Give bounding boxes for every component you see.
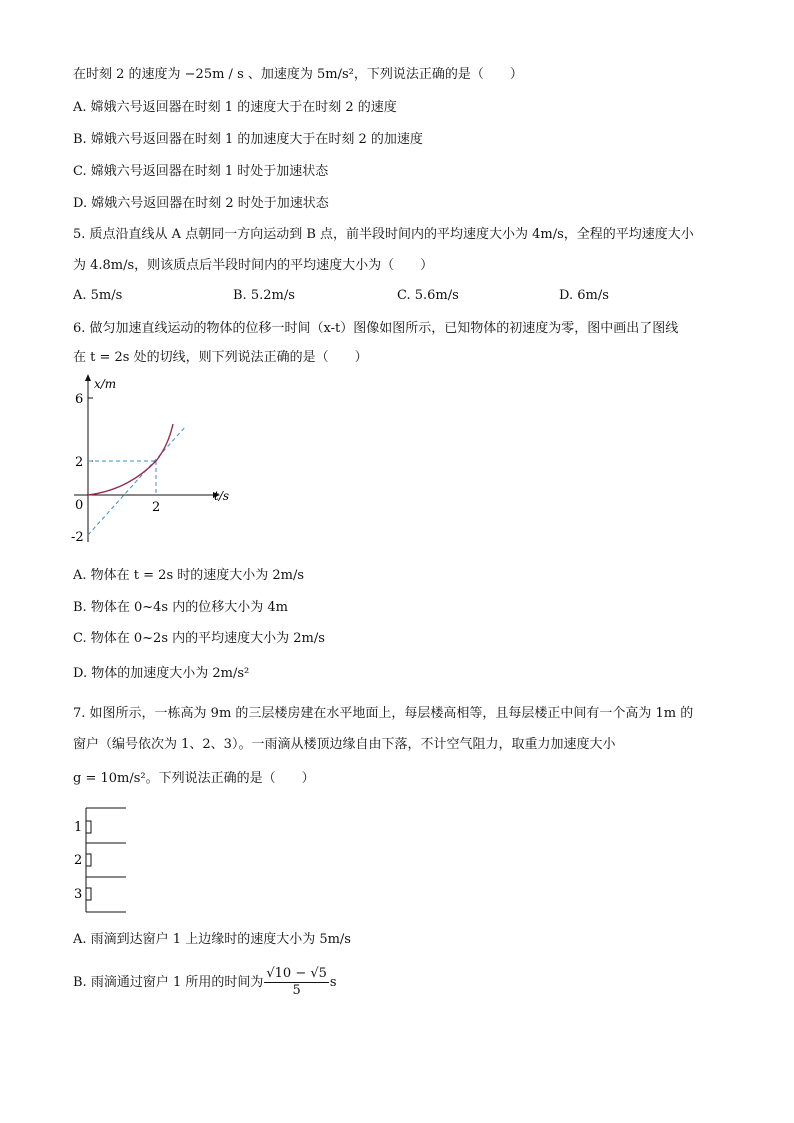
fraction-numerator: √10 − √5 — [266, 966, 327, 981]
q7-stem-line1: 7. 如图所示，一栋高为 9m 的三层楼房建在水平地面上，每层楼高相等，且每层楼正中间有一个高为 1m 的 — [73, 706, 694, 721]
q4-stem: 在时刻 2 的速度为 −25m / s 、加速度为 5m/s²，下列说法正确的是（ ） — [73, 67, 523, 82]
building-diagram — [68, 800, 138, 918]
tangent-line — [88, 426, 186, 535]
q5-option-b: B. 5.2m/s — [233, 288, 295, 303]
window-3 — [86, 888, 91, 900]
y-tick-label-2: 2 — [75, 455, 84, 470]
q6-option-c: C. 物体在 0~2s 内的平均速度大小为 2m/s — [73, 631, 325, 646]
xt-graph — [68, 372, 238, 557]
x-axis-label: t/s — [214, 489, 230, 503]
y-tick-label-6: 6 — [75, 392, 84, 407]
q7-option-b-prefix: B. 雨滴通过窗户 1 所用的时间为 — [73, 975, 264, 990]
q7-option-b-unit: s — [329, 975, 337, 990]
y-axis-label: x/m — [94, 377, 117, 391]
xt-curve — [88, 424, 173, 495]
window-label-1: 1 — [74, 820, 83, 835]
q5-stem-line2: 为 4.8m/s，则该质点后半段时间内的平均速度大小为（ ） — [73, 258, 434, 273]
q5-option-c: C. 5.6m/s — [397, 288, 459, 303]
q4-option-d: D. 嫦娥六号返回器在时刻 2 时处于加速状态 — [73, 196, 329, 211]
window-label-2: 2 — [74, 853, 83, 868]
y-tick-label-neg2: -2 — [71, 530, 84, 545]
q5-options — [73, 288, 733, 306]
q5-stem-line1: 5. 质点沿直线从 A 点朝同一方向运动到 B 点，前半段时间内的平均速度大小为 4m/s，全程的平均速度大小 — [73, 227, 694, 242]
origin-label: 0 — [75, 498, 84, 513]
q7-stem-line3: g = 10m/s²。下列说法正确的是（ ） — [73, 771, 315, 786]
q4-option-c: C. 嫦娥六号返回器在时刻 1 时处于加速状态 — [73, 164, 329, 179]
q6-option-d: D. 物体的加速度大小为 2m/s² — [73, 666, 250, 681]
q4-option-b: B. 嫦娥六号返回器在时刻 1 的加速度大于在时刻 2 的加速度 — [73, 132, 423, 147]
q6-stem-line1: 6. 做匀加速直线运动的物体的位移一时间（x-t）图像如图所示，已知物体的初速度为零，图中画出了图线 — [73, 321, 679, 336]
q7-option-b — [73, 966, 337, 1000]
x-tick-label-2: 2 — [152, 500, 161, 515]
q7-option-a: A. 雨滴到达窗户 1 上边缘时的速度大小为 5m/s — [73, 932, 351, 947]
q6-option-a: A. 物体在 t = 2s 时的速度大小为 2m/s — [73, 568, 305, 583]
fraction-denominator: 5 — [292, 983, 301, 998]
window-label-3: 3 — [74, 887, 83, 902]
q7-stem-line2: 窗户（编号依次为 1、2、3）。一雨滴从楼顶边缘自由下落，不计空气阻力，取重力加速度大小 — [73, 737, 616, 752]
q6-stem-line2: 在 t = 2s 处的切线，则下列说法正确的是（ ） — [73, 350, 368, 365]
q6-option-b: B. 物体在 0~4s 内的位移大小为 4m — [73, 600, 288, 615]
q4-option-a: A. 嫦娥六号返回器在时刻 1 的速度大于在时刻 2 的速度 — [73, 100, 397, 115]
window-1 — [86, 821, 91, 833]
y-axis-arrow — [85, 374, 91, 381]
q7-option-b-fraction — [264, 966, 329, 999]
q5-option-a: A. 5m/s — [73, 288, 123, 303]
window-2 — [86, 854, 91, 866]
q5-option-d: D. 6m/s — [559, 288, 609, 303]
